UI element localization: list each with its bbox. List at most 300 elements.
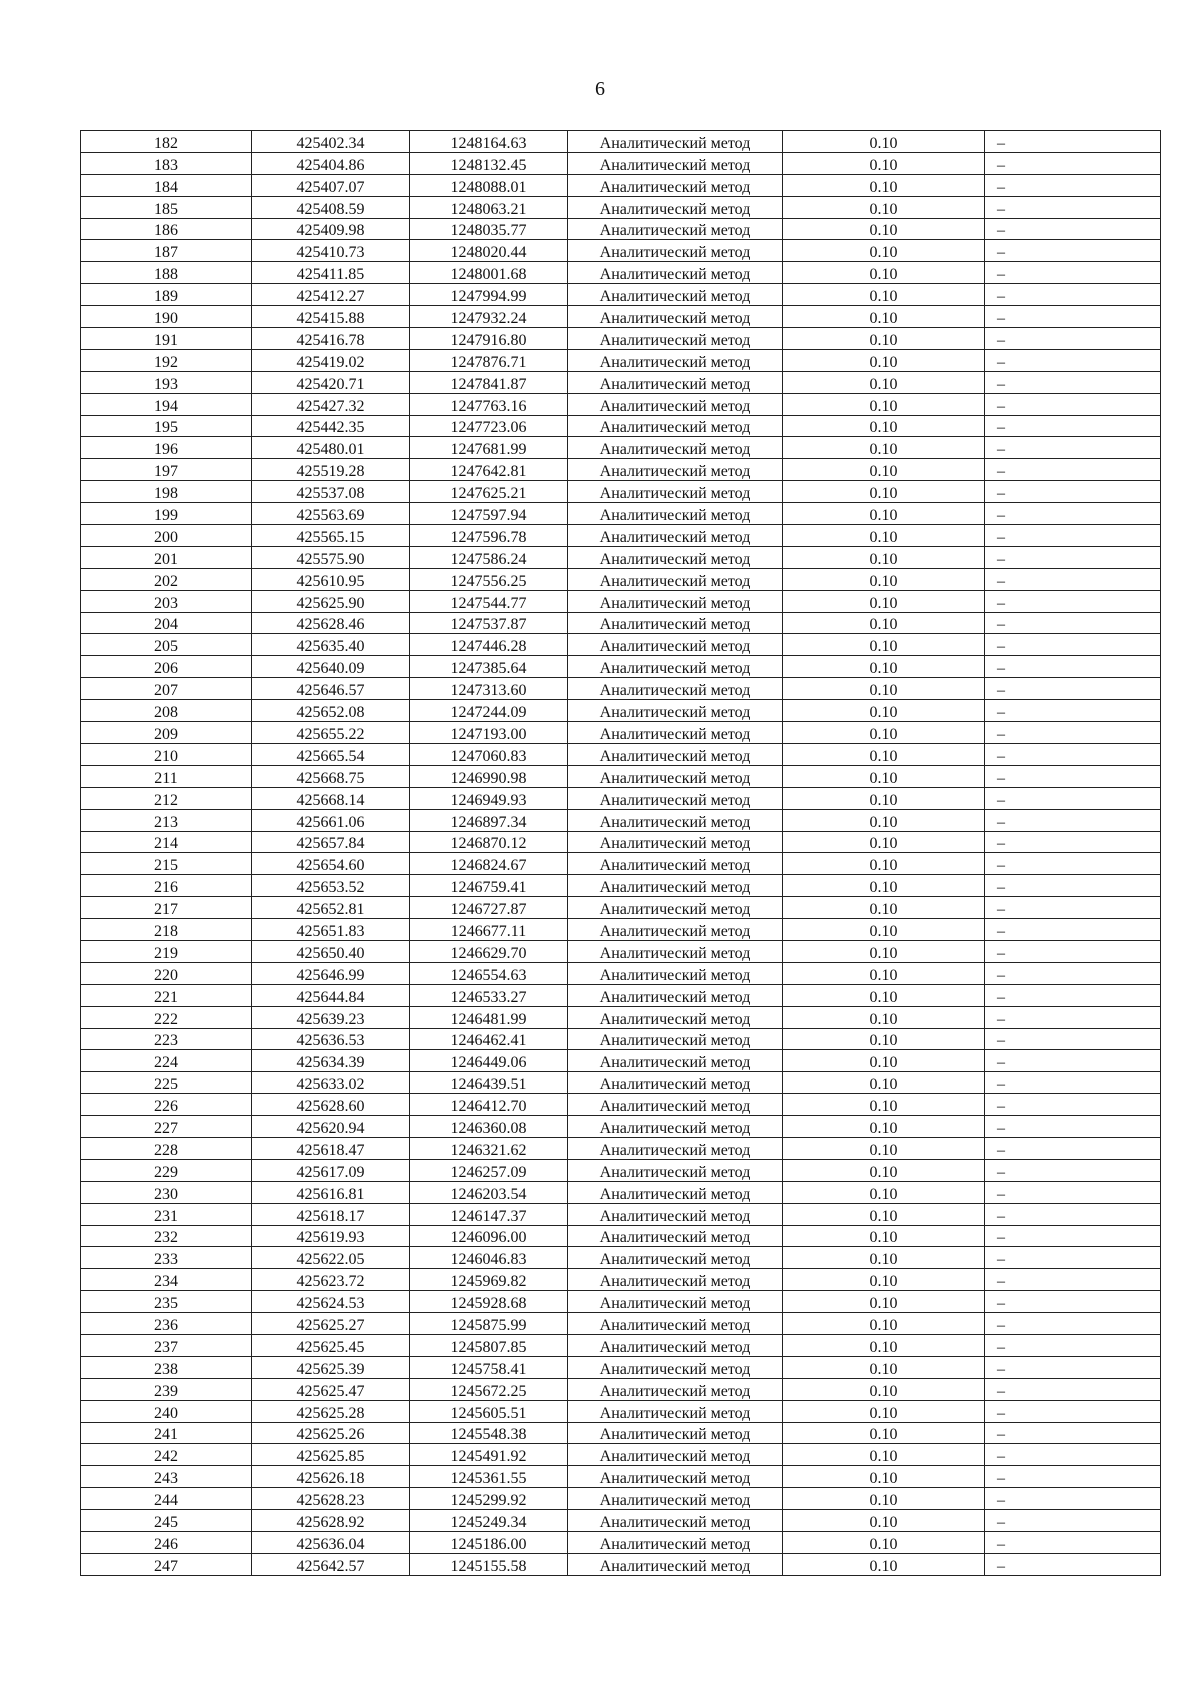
x-coordinate-cell: 425610.95	[252, 568, 410, 590]
accuracy-cell: 0.10	[783, 1444, 985, 1466]
note-cell: –	[985, 940, 1161, 962]
y-coordinate-cell: 1247586.24	[410, 546, 568, 568]
point-number-cell: 242	[81, 1444, 252, 1466]
method-cell: Аналитический метод	[568, 656, 783, 678]
y-coordinate-cell: 1248001.68	[410, 262, 568, 284]
accuracy-cell: 0.10	[783, 196, 985, 218]
y-coordinate-cell: 1246203.54	[410, 1181, 568, 1203]
x-coordinate-cell: 425404.86	[252, 152, 410, 174]
table-row	[81, 415, 1161, 437]
note-cell: –	[985, 1488, 1161, 1510]
y-coordinate-cell: 1246439.51	[410, 1072, 568, 1094]
note-cell: –	[985, 152, 1161, 174]
accuracy-cell: 0.10	[783, 1181, 985, 1203]
method-cell: Аналитический метод	[568, 787, 783, 809]
x-coordinate-cell: 425642.57	[252, 1553, 410, 1575]
accuracy-cell: 0.10	[783, 1203, 985, 1225]
accuracy-cell: 0.10	[783, 1006, 985, 1028]
note-cell: –	[985, 1313, 1161, 1335]
table-row	[81, 1116, 1161, 1138]
method-cell: Аналитический метод	[568, 284, 783, 306]
x-coordinate-cell: 425619.93	[252, 1225, 410, 1247]
point-number-cell: 231	[81, 1203, 252, 1225]
point-number-cell: 219	[81, 940, 252, 962]
y-coordinate-cell: 1246533.27	[410, 984, 568, 1006]
y-coordinate-cell: 1245605.51	[410, 1400, 568, 1422]
note-cell: –	[985, 1378, 1161, 1400]
note-cell: –	[985, 284, 1161, 306]
x-coordinate-cell: 425537.08	[252, 481, 410, 503]
x-coordinate-cell: 425409.98	[252, 218, 410, 240]
accuracy-cell: 0.10	[783, 284, 985, 306]
x-coordinate-cell: 425618.17	[252, 1203, 410, 1225]
note-cell: –	[985, 262, 1161, 284]
method-cell: Аналитический метод	[568, 1313, 783, 1335]
y-coordinate-cell: 1246481.99	[410, 1006, 568, 1028]
accuracy-cell: 0.10	[783, 1137, 985, 1159]
point-number-cell: 218	[81, 919, 252, 941]
method-cell: Аналитический метод	[568, 568, 783, 590]
accuracy-cell: 0.10	[783, 503, 985, 525]
note-cell: –	[985, 1532, 1161, 1554]
note-cell: –	[985, 328, 1161, 350]
note-cell: –	[985, 1510, 1161, 1532]
method-cell: Аналитический метод	[568, 1247, 783, 1269]
table-row	[81, 1466, 1161, 1488]
x-coordinate-cell: 425636.53	[252, 1028, 410, 1050]
x-coordinate-cell: 425654.60	[252, 853, 410, 875]
point-number-cell: 196	[81, 437, 252, 459]
method-cell: Аналитический метод	[568, 306, 783, 328]
table-row	[81, 1137, 1161, 1159]
x-coordinate-cell: 425650.40	[252, 940, 410, 962]
point-number-cell: 230	[81, 1181, 252, 1203]
y-coordinate-cell: 1247916.80	[410, 328, 568, 350]
method-cell: Аналитический метод	[568, 765, 783, 787]
method-cell: Аналитический метод	[568, 1269, 783, 1291]
y-coordinate-cell: 1247994.99	[410, 284, 568, 306]
method-cell: Аналитический метод	[568, 875, 783, 897]
y-coordinate-cell: 1247446.28	[410, 634, 568, 656]
point-number-cell: 204	[81, 612, 252, 634]
table-row	[81, 875, 1161, 897]
accuracy-cell: 0.10	[783, 1356, 985, 1378]
x-coordinate-cell: 425625.27	[252, 1313, 410, 1335]
table-row	[81, 546, 1161, 568]
accuracy-cell: 0.10	[783, 656, 985, 678]
table-row	[81, 1006, 1161, 1028]
y-coordinate-cell: 1247556.25	[410, 568, 568, 590]
y-coordinate-cell: 1247060.83	[410, 743, 568, 765]
method-cell: Аналитический метод	[568, 1050, 783, 1072]
point-number-cell: 192	[81, 349, 252, 371]
y-coordinate-cell: 1248088.01	[410, 174, 568, 196]
y-coordinate-cell: 1246147.37	[410, 1203, 568, 1225]
table-row	[81, 1094, 1161, 1116]
y-coordinate-cell: 1248063.21	[410, 196, 568, 218]
y-coordinate-cell: 1247537.87	[410, 612, 568, 634]
accuracy-cell: 0.10	[783, 743, 985, 765]
table-row	[81, 1291, 1161, 1313]
method-cell: Аналитический метод	[568, 503, 783, 525]
method-cell: Аналитический метод	[568, 962, 783, 984]
coordinates-table	[80, 130, 1161, 1576]
table-row	[81, 196, 1161, 218]
y-coordinate-cell: 1247597.94	[410, 503, 568, 525]
point-number-cell: 239	[81, 1378, 252, 1400]
y-coordinate-cell: 1246554.63	[410, 962, 568, 984]
accuracy-cell: 0.10	[783, 678, 985, 700]
y-coordinate-cell: 1248035.77	[410, 218, 568, 240]
point-number-cell: 232	[81, 1225, 252, 1247]
point-number-cell: 201	[81, 546, 252, 568]
x-coordinate-cell: 425616.81	[252, 1181, 410, 1203]
method-cell: Аналитический метод	[568, 1422, 783, 1444]
x-coordinate-cell: 425625.39	[252, 1356, 410, 1378]
table-row	[81, 722, 1161, 744]
table-row	[81, 590, 1161, 612]
point-number-cell: 208	[81, 700, 252, 722]
x-coordinate-cell: 425653.52	[252, 875, 410, 897]
point-number-cell: 229	[81, 1159, 252, 1181]
note-cell: –	[985, 656, 1161, 678]
note-cell: –	[985, 546, 1161, 568]
accuracy-cell: 0.10	[783, 1510, 985, 1532]
method-cell: Аналитический метод	[568, 415, 783, 437]
x-coordinate-cell: 425639.23	[252, 1006, 410, 1028]
method-cell: Аналитический метод	[568, 218, 783, 240]
y-coordinate-cell: 1246824.67	[410, 853, 568, 875]
x-coordinate-cell: 425657.84	[252, 831, 410, 853]
method-cell: Аналитический метод	[568, 1006, 783, 1028]
note-cell: –	[985, 743, 1161, 765]
note-cell: –	[985, 481, 1161, 503]
x-coordinate-cell: 425646.99	[252, 962, 410, 984]
accuracy-cell: 0.10	[783, 984, 985, 1006]
method-cell: Аналитический метод	[568, 1203, 783, 1225]
accuracy-cell: 0.10	[783, 634, 985, 656]
table-row	[81, 1072, 1161, 1094]
point-number-cell: 214	[81, 831, 252, 853]
table-row	[81, 1313, 1161, 1335]
x-coordinate-cell: 425640.09	[252, 656, 410, 678]
y-coordinate-cell: 1246990.98	[410, 765, 568, 787]
x-coordinate-cell: 425618.47	[252, 1137, 410, 1159]
point-number-cell: 228	[81, 1137, 252, 1159]
accuracy-cell: 0.10	[783, 787, 985, 809]
note-cell: –	[985, 1444, 1161, 1466]
table-row	[81, 1510, 1161, 1532]
accuracy-cell: 0.10	[783, 525, 985, 547]
table-row	[81, 1488, 1161, 1510]
accuracy-cell: 0.10	[783, 612, 985, 634]
point-number-cell: 199	[81, 503, 252, 525]
note-cell: –	[985, 809, 1161, 831]
note-cell: –	[985, 700, 1161, 722]
table-row	[81, 678, 1161, 700]
note-cell: –	[985, 525, 1161, 547]
table-row	[81, 152, 1161, 174]
note-cell: –	[985, 131, 1161, 153]
point-number-cell: 233	[81, 1247, 252, 1269]
method-cell: Аналитический метод	[568, 196, 783, 218]
table-row	[81, 809, 1161, 831]
method-cell: Аналитический метод	[568, 1378, 783, 1400]
method-cell: Аналитический метод	[568, 1181, 783, 1203]
point-number-cell: 184	[81, 174, 252, 196]
method-cell: Аналитический метод	[568, 1225, 783, 1247]
y-coordinate-cell: 1247596.78	[410, 525, 568, 547]
point-number-cell: 222	[81, 1006, 252, 1028]
point-number-cell: 241	[81, 1422, 252, 1444]
y-coordinate-cell: 1245928.68	[410, 1291, 568, 1313]
table-row	[81, 481, 1161, 503]
point-number-cell: 202	[81, 568, 252, 590]
x-coordinate-cell: 425625.26	[252, 1422, 410, 1444]
method-cell: Аналитический метод	[568, 459, 783, 481]
method-cell: Аналитический метод	[568, 1466, 783, 1488]
x-coordinate-cell: 425411.85	[252, 262, 410, 284]
point-number-cell: 187	[81, 240, 252, 262]
note-cell: –	[985, 1291, 1161, 1313]
x-coordinate-cell: 425633.02	[252, 1072, 410, 1094]
accuracy-cell: 0.10	[783, 831, 985, 853]
point-number-cell: 244	[81, 1488, 252, 1510]
point-number-cell: 216	[81, 875, 252, 897]
accuracy-cell: 0.10	[783, 481, 985, 503]
x-coordinate-cell: 425563.69	[252, 503, 410, 525]
method-cell: Аналитический метод	[568, 743, 783, 765]
y-coordinate-cell: 1245875.99	[410, 1313, 568, 1335]
x-coordinate-cell: 425652.08	[252, 700, 410, 722]
point-number-cell: 212	[81, 787, 252, 809]
method-cell: Аналитический метод	[568, 634, 783, 656]
table-row	[81, 984, 1161, 1006]
x-coordinate-cell: 425652.81	[252, 897, 410, 919]
table-row	[81, 131, 1161, 153]
table-row	[81, 1422, 1161, 1444]
point-number-cell: 183	[81, 152, 252, 174]
table-row	[81, 612, 1161, 634]
x-coordinate-cell: 425628.60	[252, 1094, 410, 1116]
table-row	[81, 962, 1161, 984]
method-cell: Аналитический метод	[568, 1028, 783, 1050]
point-number-cell: 237	[81, 1334, 252, 1356]
y-coordinate-cell: 1246759.41	[410, 875, 568, 897]
table-row	[81, 897, 1161, 919]
note-cell: –	[985, 678, 1161, 700]
method-cell: Аналитический метод	[568, 612, 783, 634]
accuracy-cell: 0.10	[783, 1247, 985, 1269]
y-coordinate-cell: 1245249.34	[410, 1510, 568, 1532]
accuracy-cell: 0.10	[783, 328, 985, 350]
accuracy-cell: 0.10	[783, 875, 985, 897]
note-cell: –	[985, 919, 1161, 941]
y-coordinate-cell: 1247932.24	[410, 306, 568, 328]
note-cell: –	[985, 1269, 1161, 1291]
table-row	[81, 1400, 1161, 1422]
accuracy-cell: 0.10	[783, 1116, 985, 1138]
method-cell: Аналитический метод	[568, 831, 783, 853]
table-row	[81, 1269, 1161, 1291]
method-cell: Аналитический метод	[568, 590, 783, 612]
point-number-cell: 238	[81, 1356, 252, 1378]
accuracy-cell: 0.10	[783, 809, 985, 831]
x-coordinate-cell: 425623.72	[252, 1269, 410, 1291]
x-coordinate-cell: 425668.14	[252, 787, 410, 809]
note-cell: –	[985, 787, 1161, 809]
y-coordinate-cell: 1245299.92	[410, 1488, 568, 1510]
point-number-cell: 197	[81, 459, 252, 481]
accuracy-cell: 0.10	[783, 306, 985, 328]
y-coordinate-cell: 1248020.44	[410, 240, 568, 262]
y-coordinate-cell: 1246462.41	[410, 1028, 568, 1050]
y-coordinate-cell: 1247763.16	[410, 393, 568, 415]
accuracy-cell: 0.10	[783, 349, 985, 371]
method-cell: Аналитический метод	[568, 481, 783, 503]
y-coordinate-cell: 1245361.55	[410, 1466, 568, 1488]
method-cell: Аналитический метод	[568, 262, 783, 284]
y-coordinate-cell: 1245548.38	[410, 1422, 568, 1444]
table-row	[81, 940, 1161, 962]
method-cell: Аналитический метод	[568, 940, 783, 962]
y-coordinate-cell: 1245155.58	[410, 1553, 568, 1575]
y-coordinate-cell: 1247385.64	[410, 656, 568, 678]
x-coordinate-cell: 425625.47	[252, 1378, 410, 1400]
x-coordinate-cell: 425625.85	[252, 1444, 410, 1466]
accuracy-cell: 0.10	[783, 1400, 985, 1422]
method-cell: Аналитический метод	[568, 1400, 783, 1422]
point-number-cell: 207	[81, 678, 252, 700]
note-cell: –	[985, 503, 1161, 525]
method-cell: Аналитический метод	[568, 809, 783, 831]
note-cell: –	[985, 240, 1161, 262]
note-cell: –	[985, 962, 1161, 984]
y-coordinate-cell: 1247544.77	[410, 590, 568, 612]
method-cell: Аналитический метод	[568, 1488, 783, 1510]
accuracy-cell: 0.10	[783, 568, 985, 590]
y-coordinate-cell: 1247841.87	[410, 371, 568, 393]
table-row	[81, 634, 1161, 656]
x-coordinate-cell: 425646.57	[252, 678, 410, 700]
accuracy-cell: 0.10	[783, 765, 985, 787]
point-number-cell: 247	[81, 1553, 252, 1575]
note-cell: –	[985, 437, 1161, 459]
table-row	[81, 284, 1161, 306]
note-cell: –	[985, 1400, 1161, 1422]
accuracy-cell: 0.10	[783, 1488, 985, 1510]
x-coordinate-cell: 425668.75	[252, 765, 410, 787]
point-number-cell: 194	[81, 393, 252, 415]
note-cell: –	[985, 415, 1161, 437]
note-cell: –	[985, 1334, 1161, 1356]
accuracy-cell: 0.10	[783, 853, 985, 875]
method-cell: Аналитический метод	[568, 1356, 783, 1378]
method-cell: Аналитический метод	[568, 1159, 783, 1181]
accuracy-cell: 0.10	[783, 1532, 985, 1554]
accuracy-cell: 0.10	[783, 1225, 985, 1247]
x-coordinate-cell: 425420.71	[252, 371, 410, 393]
method-cell: Аналитический метод	[568, 1553, 783, 1575]
method-cell: Аналитический метод	[568, 437, 783, 459]
coordinates-table-body	[81, 131, 1161, 1576]
point-number-cell: 203	[81, 590, 252, 612]
method-cell: Аналитический метод	[568, 546, 783, 568]
note-cell: –	[985, 1553, 1161, 1575]
accuracy-cell: 0.10	[783, 1422, 985, 1444]
method-cell: Аналитический метод	[568, 1444, 783, 1466]
accuracy-cell: 0.10	[783, 174, 985, 196]
x-coordinate-cell: 425651.83	[252, 919, 410, 941]
table-row	[81, 1181, 1161, 1203]
note-cell: –	[985, 1137, 1161, 1159]
y-coordinate-cell: 1245491.92	[410, 1444, 568, 1466]
table-row	[81, 437, 1161, 459]
point-number-cell: 240	[81, 1400, 252, 1422]
note-cell: –	[985, 722, 1161, 744]
accuracy-cell: 0.10	[783, 262, 985, 284]
accuracy-cell: 0.10	[783, 1553, 985, 1575]
method-cell: Аналитический метод	[568, 1334, 783, 1356]
y-coordinate-cell: 1246412.70	[410, 1094, 568, 1116]
table-row	[81, 1356, 1161, 1378]
table-row	[81, 328, 1161, 350]
accuracy-cell: 0.10	[783, 897, 985, 919]
accuracy-cell: 0.10	[783, 1028, 985, 1050]
table-row	[81, 743, 1161, 765]
y-coordinate-cell: 1247625.21	[410, 481, 568, 503]
x-coordinate-cell: 425565.15	[252, 525, 410, 547]
x-coordinate-cell: 425644.84	[252, 984, 410, 1006]
y-coordinate-cell: 1246949.93	[410, 787, 568, 809]
point-number-cell: 213	[81, 809, 252, 831]
accuracy-cell: 0.10	[783, 962, 985, 984]
y-coordinate-cell: 1247193.00	[410, 722, 568, 744]
method-cell: Аналитический метод	[568, 174, 783, 196]
y-coordinate-cell: 1246449.06	[410, 1050, 568, 1072]
y-coordinate-cell: 1246897.34	[410, 809, 568, 831]
accuracy-cell: 0.10	[783, 1159, 985, 1181]
x-coordinate-cell: 425407.07	[252, 174, 410, 196]
y-coordinate-cell: 1247313.60	[410, 678, 568, 700]
table-row	[81, 349, 1161, 371]
point-number-cell: 245	[81, 1510, 252, 1532]
y-coordinate-cell: 1247244.09	[410, 700, 568, 722]
note-cell: –	[985, 568, 1161, 590]
x-coordinate-cell: 425412.27	[252, 284, 410, 306]
point-number-cell: 215	[81, 853, 252, 875]
y-coordinate-cell: 1248164.63	[410, 131, 568, 153]
accuracy-cell: 0.10	[783, 940, 985, 962]
x-coordinate-cell: 425626.18	[252, 1466, 410, 1488]
x-coordinate-cell: 425624.53	[252, 1291, 410, 1313]
accuracy-cell: 0.10	[783, 1334, 985, 1356]
method-cell: Аналитический метод	[568, 1116, 783, 1138]
note-cell: –	[985, 984, 1161, 1006]
table-row	[81, 1378, 1161, 1400]
x-coordinate-cell: 425519.28	[252, 459, 410, 481]
table-row	[81, 1444, 1161, 1466]
note-cell: –	[985, 1422, 1161, 1444]
table-row	[81, 503, 1161, 525]
accuracy-cell: 0.10	[783, 700, 985, 722]
accuracy-cell: 0.10	[783, 218, 985, 240]
x-coordinate-cell: 425442.35	[252, 415, 410, 437]
x-coordinate-cell: 425628.46	[252, 612, 410, 634]
x-coordinate-cell: 425625.90	[252, 590, 410, 612]
table-row	[81, 1159, 1161, 1181]
note-cell: –	[985, 196, 1161, 218]
